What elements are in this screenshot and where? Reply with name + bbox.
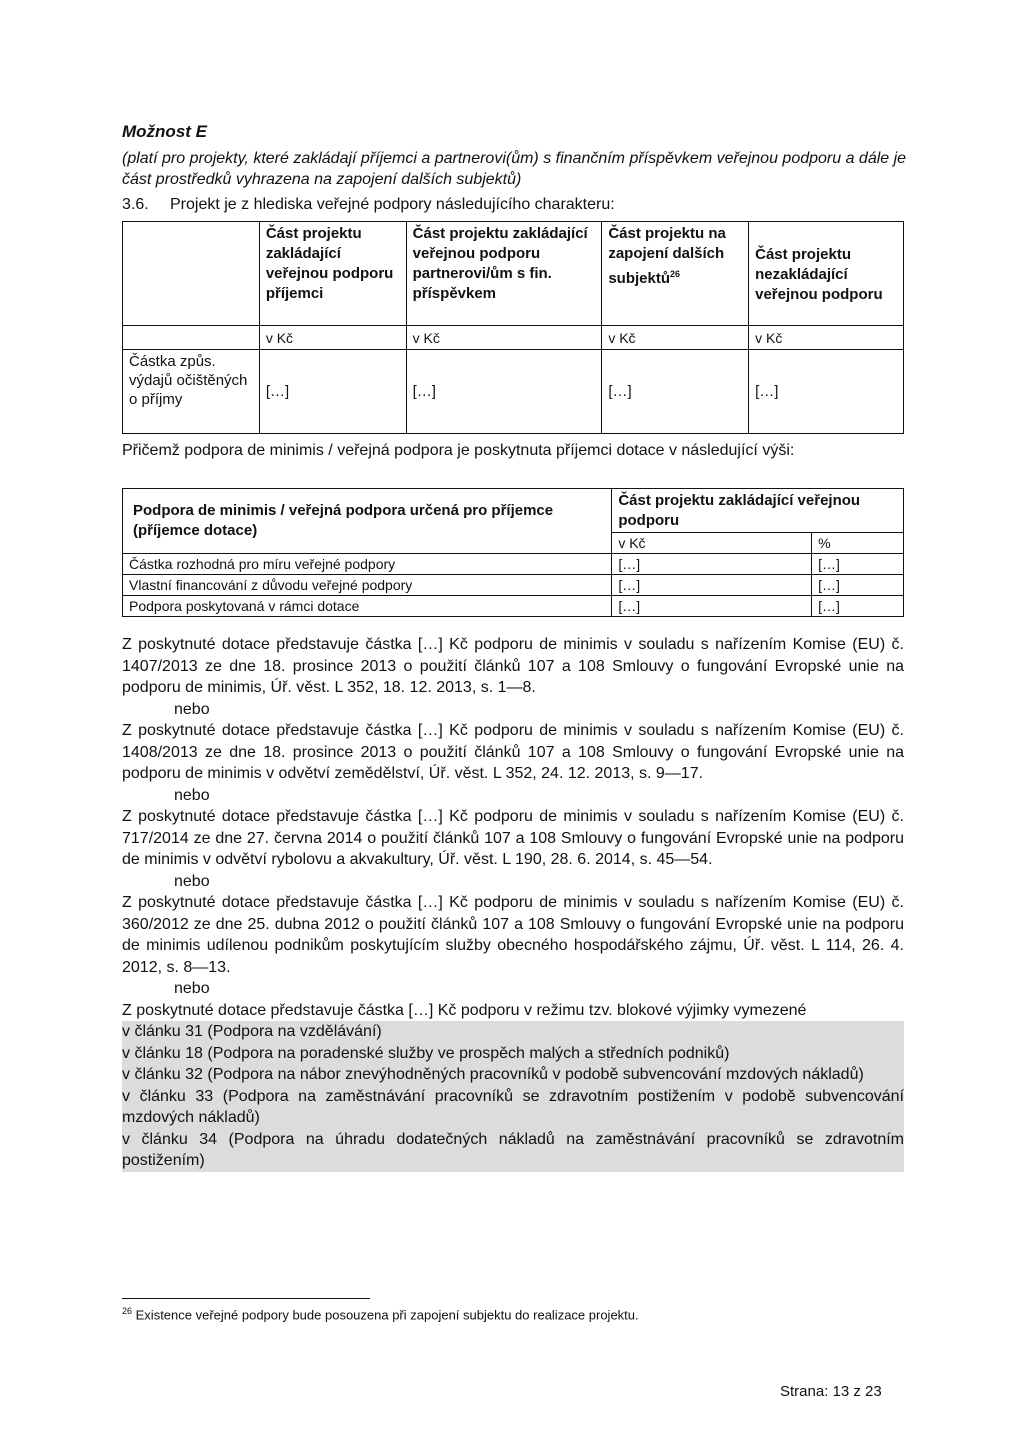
regulation-paragraph: Z poskytnuté dotace představuje částka […] Kč podporu de minimis v souladu s nařízením Komise (EU) č. 717/2014 ze dne 27. června 2014 o použití článků 107 a 108 Smlouvy o fungování Evropské unie na podporu de minimis v odvětví rybolovu a akvakultury, Úř. věst. L 190, 28. 6. 2014, s. 45—54. bbox=[122, 808, 904, 868]
table2-value: […] bbox=[612, 554, 812, 575]
table1-value: […] bbox=[259, 350, 406, 434]
table1-header: Část projektu nezakládající veřejnou podporu bbox=[749, 222, 904, 326]
table1-corner-cell bbox=[123, 326, 260, 350]
table2-value: […] bbox=[612, 575, 812, 596]
section-number: 3.6. bbox=[122, 196, 149, 213]
footnote bbox=[122, 1306, 639, 1322]
table2-row-label: Částka rozhodná pro míru veřejné podpory bbox=[123, 554, 612, 575]
section-text: Projekt je z hlediska veřejné podpory následujícího charakteru: bbox=[170, 196, 615, 213]
table1-header-text: Část projektu na zapojení dalších subjektů bbox=[608, 225, 726, 287]
regulation-text bbox=[122, 634, 904, 1172]
article-option: v článku 31 (Podpora na vzdělávání) bbox=[122, 1023, 382, 1040]
regulation-paragraph: Z poskytnuté dotace představuje částka […] Kč podporu de minimis v souladu s nařízením Komise (EU) č. 1408/2013 ze dne 18. prosince 2013 o použití článků 107 a 108 Smlouvy o fungování Evropské unie na podporu de minimis v odvětví zemědělství, Úř. věst. L 352, 24. 12. 2013, s. 9—17. bbox=[122, 722, 904, 782]
table1-row-label: Částka způs. výdajů očištěných o příjmy bbox=[123, 350, 260, 434]
or-separator: nebo bbox=[174, 872, 210, 890]
table1-unit: v Kč bbox=[602, 326, 749, 350]
footnote-ref: 26 bbox=[670, 269, 681, 279]
de-minimis-table bbox=[122, 488, 904, 617]
footnote-separator bbox=[122, 1298, 370, 1299]
table2-value: […] bbox=[812, 596, 904, 617]
table2-col-header: Část projektu zakládající veřejnou podporu bbox=[612, 489, 904, 533]
table2-row-label: Vlastní financování z důvodu veřejné podpory bbox=[123, 575, 612, 596]
support-type-table bbox=[122, 221, 904, 434]
table2-unit-pct: % bbox=[812, 533, 904, 554]
article-options bbox=[122, 1021, 904, 1172]
support-amount-paragraph: Přičemž podpora de minimis / veřejná podpora je poskytnuta příjemci dotace v následující výši: bbox=[122, 442, 795, 459]
or-separator: nebo bbox=[174, 700, 210, 718]
table1-unit: v Kč bbox=[406, 326, 602, 350]
section-heading bbox=[122, 194, 615, 215]
table1-corner-cell bbox=[123, 222, 260, 326]
table1-unit: v Kč bbox=[749, 326, 904, 350]
article-option: v článku 33 (Podpora na zaměstnávání pracovníků se zdravotním postižením v podobě subvencování mzdových nákladů) bbox=[122, 1087, 904, 1126]
table2-value: […] bbox=[612, 596, 812, 617]
table1-header: Část projektu zakládající veřejnou podporu příjemci bbox=[259, 222, 406, 326]
or-separator: nebo bbox=[174, 980, 210, 997]
table1-value: […] bbox=[602, 350, 749, 434]
table1-header: Část projektu zakládající veřejnou podporu partnerovi/ům s fin. příspěvkem bbox=[406, 222, 602, 326]
table2-unit-kc: v Kč bbox=[612, 533, 812, 554]
article-option: v článku 18 (Podpora na poradenské služby ve prospěch malých a středních podniků) bbox=[122, 1044, 730, 1062]
footnote-number: 26 bbox=[122, 1306, 133, 1316]
or-separator: nebo bbox=[174, 786, 210, 804]
table2-row-label: Podpora poskytovaná v rámci dotace bbox=[123, 596, 612, 617]
page-number: Strana: 13 z 23 bbox=[780, 1383, 882, 1400]
regulation-paragraph: Z poskytnuté dotace představuje částka […] Kč podporu de minimis v souladu s nařízením Komise (EU) č. 1407/2013 ze dne 18. prosince 2013 o použití článků 107 a 108 Smlouvy o fungování Evropské unie na podporu de minimis, Úř. věst. L 352, 18. 12. 2013, s. 1—8. bbox=[122, 636, 904, 696]
article-option: v článku 32 (Podpora na nábor znevýhodněných pracovníků v podobě subvencování mzdových nákladů) bbox=[122, 1066, 864, 1083]
table2-value: […] bbox=[812, 575, 904, 596]
option-heading: Možnost E bbox=[122, 122, 207, 141]
regulation-paragraph: Z poskytnuté dotace představuje částka […] Kč podporu v režimu tzv. blokové výjimky vymezené bbox=[122, 1001, 807, 1019]
table1-unit: v Kč bbox=[259, 326, 406, 350]
table2-title: Podpora de minimis / veřejná podpora určená pro příjemce (příjemce dotace) bbox=[123, 489, 612, 554]
table1-header bbox=[602, 222, 749, 326]
table1-value: […] bbox=[749, 350, 904, 434]
table1-value: […] bbox=[406, 350, 602, 434]
regulation-paragraph: Z poskytnuté dotace představuje částka […] Kč podporu de minimis v souladu s nařízením Komise (EU) č. 360/2012 ze dne 25. dubna 2012 o použití článků 107 a 108 Smlouvy o fungování Evropské unie na podporu de minimis udílenou podnikům poskytujícím služby obecného hospodářského zájmu, Úř. věst. L 114, 26. 4. 2012, s. 8—13. bbox=[122, 894, 904, 976]
footnote-text: Existence veřejné podpory bude posouzena při zapojení subjektu do realizace projektu. bbox=[135, 1307, 639, 1323]
article-option: v článku 34 (Podpora na úhradu dodatečných nákladů na zaměstnávání pracovníků se zdravotním postižením) bbox=[122, 1130, 904, 1169]
option-intro: (platí pro projekty, které zakládají příjemci a partnerovi(ům) s finančním příspěvkem veřejnou podporu a dále je část prostředků vyhrazena na zapojení dalších subjektů) bbox=[122, 150, 907, 188]
table2-value: […] bbox=[812, 554, 904, 575]
